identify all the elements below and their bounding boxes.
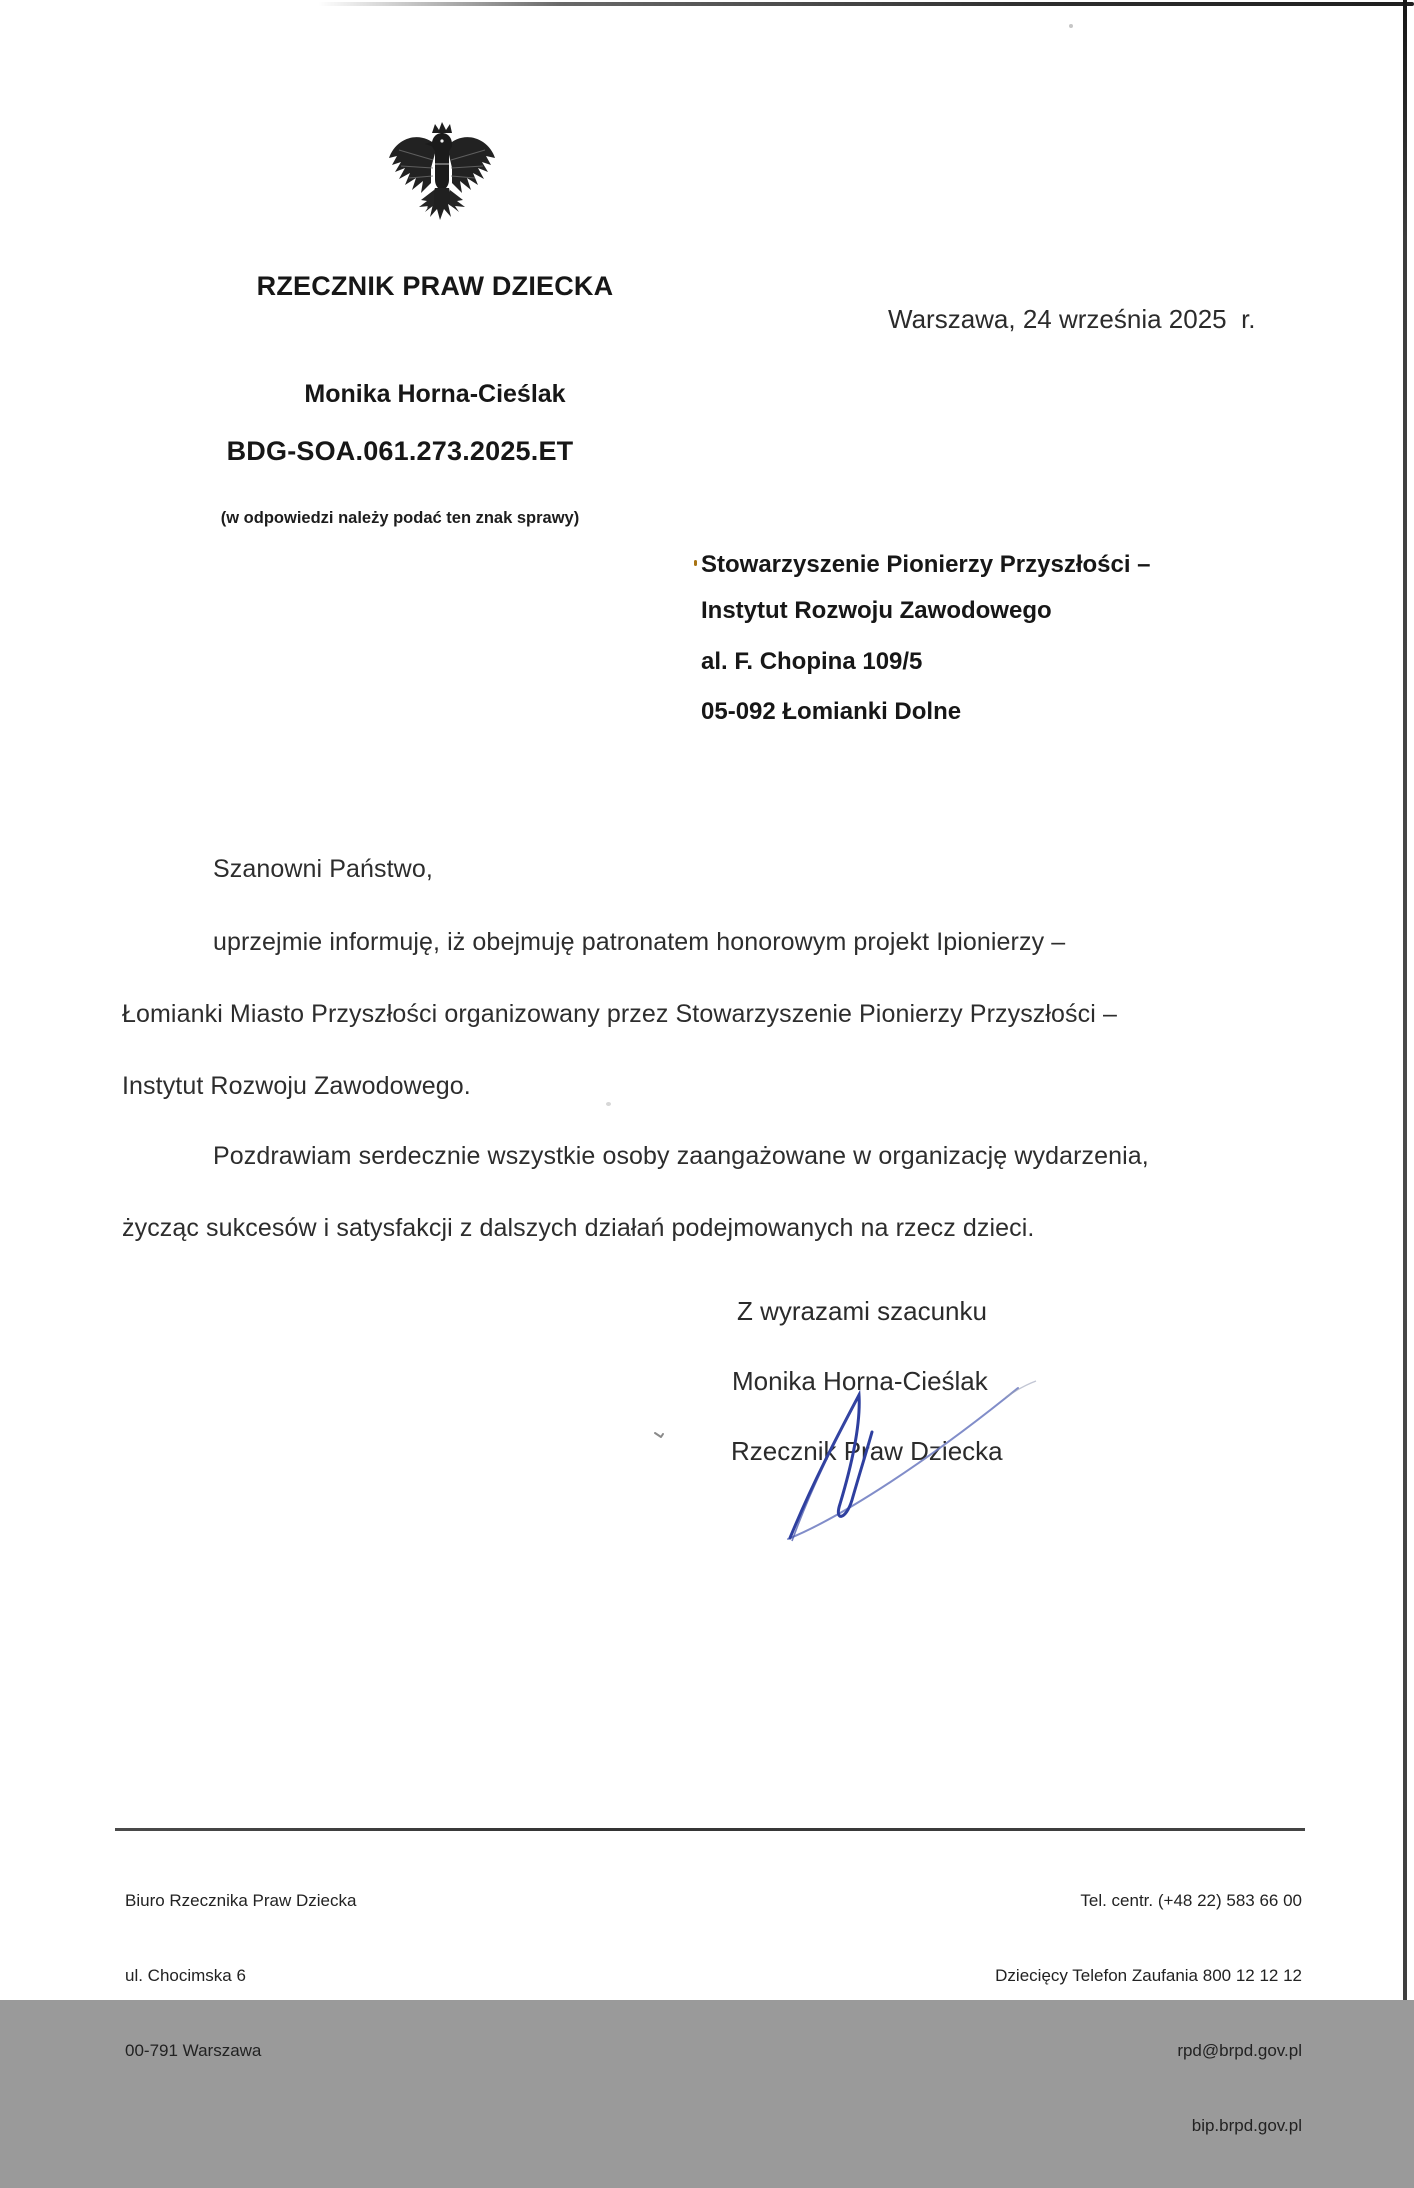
paragraph-2-line-2: życząc sukcesów i satysfakcji z dalszych działań podejmowanych na rzecz dzieci. — [122, 1214, 1035, 1242]
handwritten-signature — [770, 1335, 1040, 1592]
footer-contact — [700, 1838, 1302, 2188]
official-name: Monika Horna-Cieślak — [304, 380, 566, 408]
closing-phrase: Z wyrazami szacunku — [737, 1296, 987, 1326]
stray-pen-mark — [653, 1394, 671, 1478]
recipient-line-1: Stowarzyszenie Pionierzy Przyszłości – — [701, 551, 1151, 578]
scan-edge-top — [318, 2, 1414, 6]
recipient-line-4: 05-092 Łomianki Dolne — [701, 698, 962, 725]
footer-address-line-2: ul. Chocimska 6 — [125, 1966, 246, 1985]
recipient-line-2: Instytut Rozwoju Zawodowego — [701, 597, 1052, 624]
footer-helpline: Dziecięcy Telefon Zaufania 800 12 12 12 — [995, 1966, 1302, 1985]
signer-title: Rzecznik Praw Dziecka — [731, 1436, 1003, 1466]
footer-address — [125, 1838, 356, 2113]
scan-speck — [1069, 24, 1073, 28]
institution-name: RZECZNIK PRAW DZIECKA — [256, 271, 614, 301]
signer-name: Monika Horna-Cieślak — [732, 1366, 988, 1396]
paragraph-1-line-1: uprzejmie informuję, iż obejmuję patronatem honorowym projekt Ipionierzy – — [213, 928, 1066, 956]
footer-divider — [115, 1828, 1305, 1831]
scan-ink-dot — [694, 560, 697, 566]
paragraph-1-line-3: Instytut Rozwoju Zawodowego. — [122, 1072, 471, 1100]
case-number-note: (w odpowiedzi należy podać ten znak sprawy) — [220, 509, 580, 527]
salutation: Szanowni Państwo, — [213, 855, 433, 883]
footer-phone: Tel. centr. (+48 22) 583 66 00 — [1080, 1891, 1302, 1910]
footer-email: rpd@brpd.gov.pl — [1177, 2041, 1302, 2060]
paragraph-1-line-2: Łomianki Miasto Przyszłości organizowany przez Stowarzyszenie Pionierzy Przyszłości – — [122, 1000, 1117, 1028]
footer-address-line-3: 00-791 Warszawa — [125, 2041, 262, 2060]
scan-speck — [606, 1102, 611, 1106]
case-reference-block — [200, 400, 600, 564]
footer-address-line-1: Biuro Rzecznika Praw Dziecka — [125, 1891, 357, 1910]
paragraph-2-line-1: Pozdrawiam serdecznie wszystkie osoby zaangażowane w organizację wydarzenia, — [213, 1142, 1149, 1170]
recipient-line-3: al. F. Chopina 109/5 — [701, 648, 923, 675]
dateline: Warszawa, 24 września 2025 r. — [888, 304, 1256, 334]
case-number: BDG-SOA.061.273.2025.ET — [226, 436, 574, 466]
footer-website: bip.brpd.gov.pl — [1191, 2116, 1302, 2135]
scan-edge-right — [1403, 0, 1407, 2000]
